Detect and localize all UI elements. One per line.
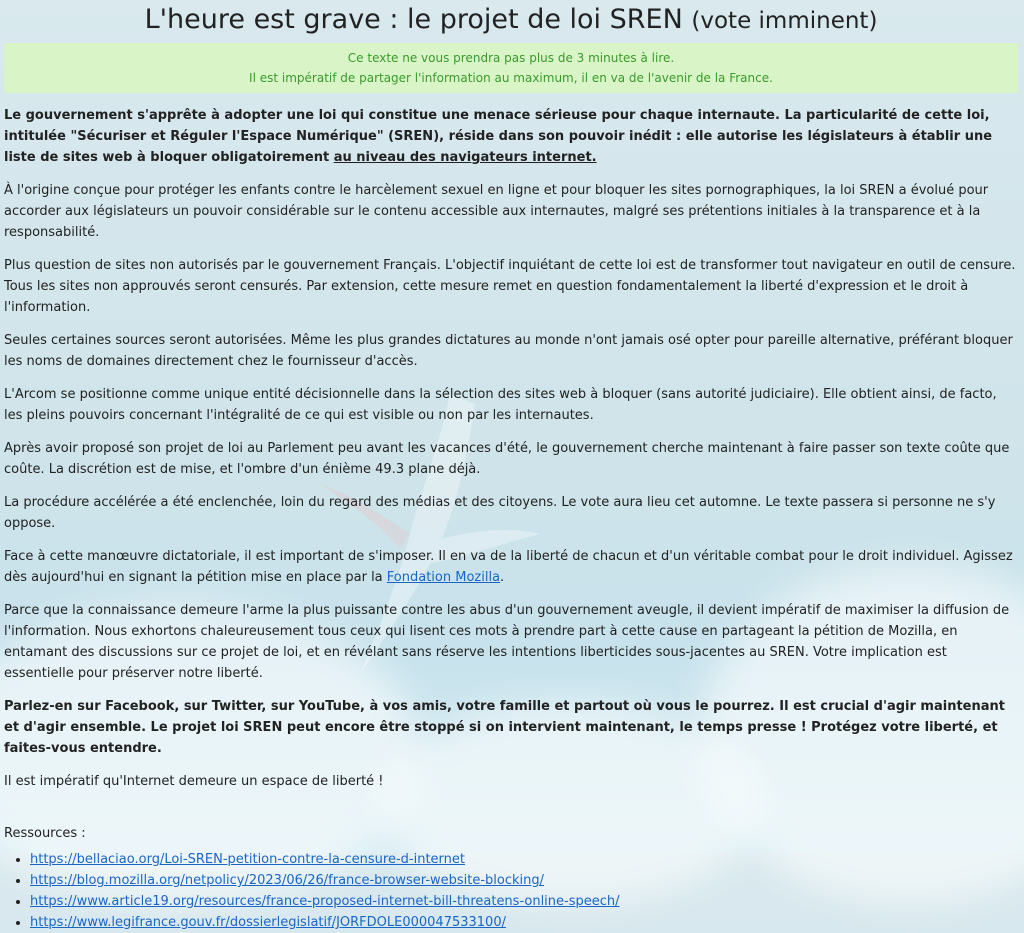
list-item — [30, 891, 1018, 912]
reading-time-notice — [4, 43, 1018, 93]
list-item — [30, 912, 1018, 933]
notice-line-2: Il est impératif de partager l'information au maximum, il en va de l'avenir de la France. — [249, 71, 773, 85]
resource-link-legifrance[interactable]: https://www.legifrance.gouv.fr/dossierlegislatif/JORFDOLE000047533100/ — [30, 915, 506, 930]
paragraph: La procédure accélérée a été enclenchée, loin du regard des médias et des citoyens. Le vote aura lieu cet automne. Le texte passera si personne ne s'y oppose. — [4, 495, 996, 531]
intro-paragraph — [4, 105, 1018, 168]
resources-list — [4, 849, 1018, 933]
list-item — [30, 870, 1018, 891]
resource-link-article19[interactable]: https://www.article19.org/resources/france-proposed-internet-bill-threatens-online-speech/ — [30, 894, 620, 909]
petition-paragraph — [4, 546, 1018, 588]
page-title — [4, 4, 1018, 35]
title-subtitle: (vote imminent) — [691, 8, 878, 34]
title-main: L'heure est grave : le projet de loi SREN — [144, 4, 683, 35]
intro-text: Le gouvernement s'apprête à adopter une loi qui constitue une menace sérieuse pour chaque internaute. La particularité de cette loi, intitulée "Sécuriser et Réguler l'Espace Numérique" (SREN), réside dans son pouvoir inédit : elle autorise les législateurs à établir une liste de sites web à bloquer obligatoirement — [4, 108, 993, 165]
call-to-action-paragraph: Parlez-en sur Facebook, sur Twitter, sur YouTube, à vos amis, votre famille et partout où vous le pourrez. Il est crucial d'agir maintenant et d'agir ensemble. Le projet loi SREN peut encore être stoppé si on intervient maintenant, le temps presse ! Protégez votre liberté, et faites-vous entendre. — [4, 699, 1005, 756]
resources-label: Ressources : — [4, 826, 86, 841]
resource-link-mozilla-blog[interactable]: https://blog.mozilla.org/netpolicy/2023/06/26/france-browser-website-blocking/ — [30, 873, 545, 888]
closing-paragraph: Il est impératif qu'Internet demeure un espace de liberté ! — [4, 774, 384, 789]
resource-link-bellaciao[interactable]: https://bellaciao.org/Loi-SREN-petition-contre-la-censure-d-internet — [30, 852, 465, 867]
petition-text: Face à cette manœuvre dictatoriale, il est important de s'imposer. Il en va de la liberté de chacun et d'un véritable combat pour le droit individuel. Agissez dès aujourd'hui en signant la pétition mise en place par la — [4, 549, 1013, 585]
intro-underlined-text: au niveau des navigateurs internet. — [333, 150, 597, 165]
paragraph: À l'origine conçue pour protéger les enfants contre le harcèlement sexuel en ligne et pour bloquer les sites pornographiques, la loi SREN a évolué pour accorder aux législateurs un pouvoir considérable sur le contenu accessible aux internautes, malgré ses prétentions initiales à la transparence et à la responsabilité. — [4, 183, 989, 240]
mozilla-foundation-link[interactable]: Fondation Mozilla — [386, 570, 501, 585]
paragraph: Plus question de sites non autorisés par le gouvernement Français. L'objectif inquiétant de cette loi est de transformer tout navigateur en outil de censure. Tous les sites non approuvés seront censurés. Par extension, cette mesure remet en question fondamentalement la liberté d'expression et le droit à l'information. — [4, 258, 1016, 315]
petition-end: . — [500, 570, 505, 585]
list-item — [30, 849, 1018, 870]
resources-section — [4, 826, 1018, 933]
paragraph: Après avoir proposé son projet de loi au Parlement peu avant les vacances d'été, le gouvernement cherche maintenant à faire passer son texte coûte que coûte. La discrétion est de mise, et l'ombre d'un énième 49.3 plane déjà. — [4, 441, 1010, 477]
notice-line-1: Ce texte ne vous prendra pas plus de 3 minutes à lire. — [347, 51, 675, 65]
article — [0, 4, 1024, 933]
knowledge-paragraph: Parce que la connaissance demeure l'arme la plus puissante contre les abus d'un gouvernement aveugle, il devient impératif de maximiser la diffusion de l'information. Nous exhortons chaleureusement tous ceux qui lisent ces mots à prendre part à cette cause en partageant la pétition de Mozilla, en entamant des discussions sur ce projet de loi, et en révélant sans réserve les intentions liberticides sous-jacentes au SREN. Votre implication est essentielle pour préserver notre liberté. — [4, 603, 1010, 681]
paragraph: Seules certaines sources seront autorisées. Même les plus grandes dictatures au monde n'ont jamais osé opter pour pareille alternative, préférant bloquer les noms de domaines directement chez le fournisseur d'accès. — [4, 333, 1013, 369]
paragraph: L'Arcom se positionne comme unique entité décisionnelle dans la sélection des sites web à bloquer (sans autorité judiciaire). Elle obtient ainsi, de facto, les pleins pouvoirs concernant l'intégralité de ce qui est visible ou non par les internautes. — [4, 387, 997, 423]
